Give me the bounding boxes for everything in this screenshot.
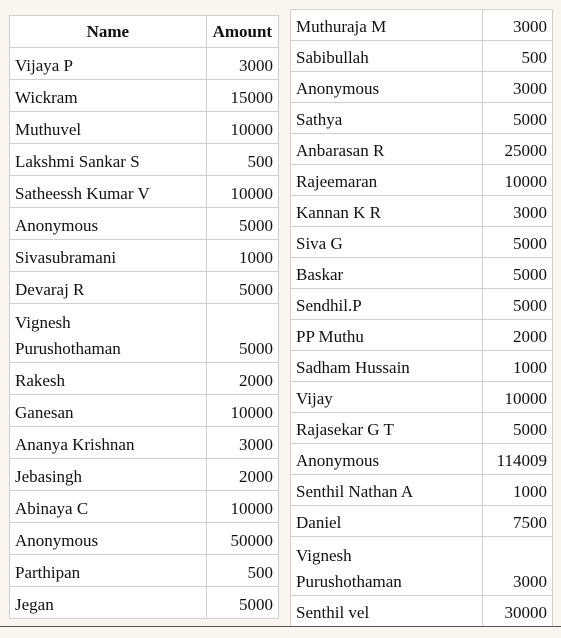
table-row [291, 196, 553, 227]
donor-name-cell: Anonymous [291, 444, 483, 475]
donor-name-cell: Senthil Nathan A [291, 475, 483, 506]
table-row [10, 491, 279, 523]
donor-amount-cell: 3000 [206, 427, 278, 459]
donor-amount-cell: 5000 [482, 258, 552, 289]
table-row [291, 258, 553, 289]
donor-name-cell: Lakshmi Sankar S [10, 144, 207, 176]
table-row [10, 459, 279, 491]
donor-name-cell: Sathya [291, 103, 483, 134]
donor-name-cell: Devaraj R [10, 272, 207, 304]
table-row [10, 304, 279, 363]
donor-name-cell: Wickram [10, 80, 207, 112]
table-row [10, 555, 279, 587]
table-row [10, 427, 279, 459]
table-row [291, 382, 553, 413]
table-row [10, 176, 279, 208]
donor-name-cell: Rakesh [10, 363, 207, 395]
donor-name-cell: Sabibullah [291, 41, 483, 72]
donor-amount-cell: 2000 [206, 459, 278, 491]
donor-name-cell: Anonymous [10, 523, 207, 555]
donor-name-cell: Rajeemaran [291, 165, 483, 196]
table-row [291, 320, 553, 351]
table-row [10, 587, 279, 619]
donor-name-cell: Jegan [10, 587, 207, 619]
donor-name-cell: Daniel [291, 506, 483, 537]
column-header-name: Name [10, 16, 207, 48]
donor-amount-cell: 114009 [482, 444, 552, 475]
table-header-row [10, 16, 279, 48]
table-row [291, 537, 553, 596]
table-row [291, 506, 553, 537]
donor-amount-cell: 5000 [482, 103, 552, 134]
donor-amount-cell: 500 [206, 144, 278, 176]
donor-table-left-body [10, 48, 279, 619]
donor-name-cell: Ananya Krishnan [10, 427, 207, 459]
table-row [291, 72, 553, 103]
donor-name-cell: Siva G [291, 227, 483, 258]
donor-name-cell: Jebasingh [10, 459, 207, 491]
donor-amount-cell: 5000 [482, 227, 552, 258]
table-row [10, 363, 279, 395]
table-row [10, 80, 279, 112]
donor-amount-cell: 5000 [482, 289, 552, 320]
donor-name-cell: Parthipan [10, 555, 207, 587]
donor-name-cell: Muthuraja M [291, 10, 483, 41]
donor-amount-cell: 5000 [206, 304, 278, 363]
donor-amount-cell: 3000 [482, 72, 552, 103]
table-row [291, 413, 553, 444]
table-row [291, 134, 553, 165]
donor-name-cell: Kannan K R [291, 196, 483, 227]
donor-table-right [290, 9, 553, 627]
donor-name-cell: PP Muthu [291, 320, 483, 351]
donor-name-cell: Vignesh Purushothaman [291, 537, 483, 596]
table-row [291, 475, 553, 506]
donor-amount-cell: 10000 [482, 382, 552, 413]
donor-amount-cell: 30000 [482, 596, 552, 627]
donor-amount-cell: 10000 [206, 491, 278, 523]
table-row [291, 444, 553, 475]
donor-name-cell: Sadham Hussain [291, 351, 483, 382]
donor-name-cell: Vijay [291, 382, 483, 413]
donor-amount-cell: 3000 [206, 48, 278, 80]
donor-amount-cell: 15000 [206, 80, 278, 112]
donor-amount-cell: 10000 [206, 395, 278, 427]
donor-amount-cell: 1000 [482, 351, 552, 382]
donor-amount-cell: 10000 [482, 165, 552, 196]
donor-amount-cell: 3000 [482, 196, 552, 227]
donor-amount-cell: 5000 [482, 413, 552, 444]
donor-amount-cell: 10000 [206, 176, 278, 208]
donor-amount-cell: 1000 [206, 240, 278, 272]
table-row [10, 48, 279, 80]
donor-amount-cell: 10000 [206, 112, 278, 144]
table-row [291, 165, 553, 196]
donor-name-cell: Ganesan [10, 395, 207, 427]
donor-amount-cell: 2000 [206, 363, 278, 395]
table-row [10, 272, 279, 304]
table-row [291, 227, 553, 258]
donor-name-cell: Senthil vel [291, 596, 483, 627]
donor-name-cell: Anonymous [10, 208, 207, 240]
donor-table-right-body [291, 10, 553, 627]
donor-name-cell: Vijaya P [10, 48, 207, 80]
donor-name-cell: Anonymous [291, 72, 483, 103]
bottom-divider [0, 626, 561, 627]
table-row [291, 10, 553, 41]
donor-name-cell: Sendhil.P [291, 289, 483, 320]
donor-name-cell: Vignesh Purushothaman [10, 304, 207, 363]
donor-amount-cell: 3000 [482, 537, 552, 596]
donor-amount-cell: 1000 [482, 475, 552, 506]
donor-amount-cell: 5000 [206, 272, 278, 304]
table-row [291, 289, 553, 320]
table-row [291, 103, 553, 134]
table-row [291, 351, 553, 382]
donor-amount-cell: 500 [482, 41, 552, 72]
donor-amount-cell: 25000 [482, 134, 552, 165]
donor-name-cell: Satheessh Kumar V [10, 176, 207, 208]
donor-name-cell: Sivasubramani [10, 240, 207, 272]
donor-name-cell: Rajasekar G T [291, 413, 483, 444]
donor-amount-cell: 5000 [206, 208, 278, 240]
donor-amount-cell: 500 [206, 555, 278, 587]
table-row [291, 596, 553, 627]
donor-amount-cell: 7500 [482, 506, 552, 537]
donor-amount-cell: 3000 [482, 10, 552, 41]
donor-amount-cell: 2000 [482, 320, 552, 351]
table-row [10, 144, 279, 176]
table-row [10, 523, 279, 555]
column-header-amount: Amount [206, 16, 278, 48]
donor-name-cell: Anbarasan R [291, 134, 483, 165]
donor-amount-cell: 5000 [206, 587, 278, 619]
table-row [10, 395, 279, 427]
donor-name-cell: Muthuvel [10, 112, 207, 144]
donor-amount-cell: 50000 [206, 523, 278, 555]
donor-name-cell: Abinaya C [10, 491, 207, 523]
donor-name-cell: Baskar [291, 258, 483, 289]
table-row [291, 41, 553, 72]
table-row [10, 240, 279, 272]
donor-table-left [9, 15, 279, 619]
table-row [10, 112, 279, 144]
table-row [10, 208, 279, 240]
